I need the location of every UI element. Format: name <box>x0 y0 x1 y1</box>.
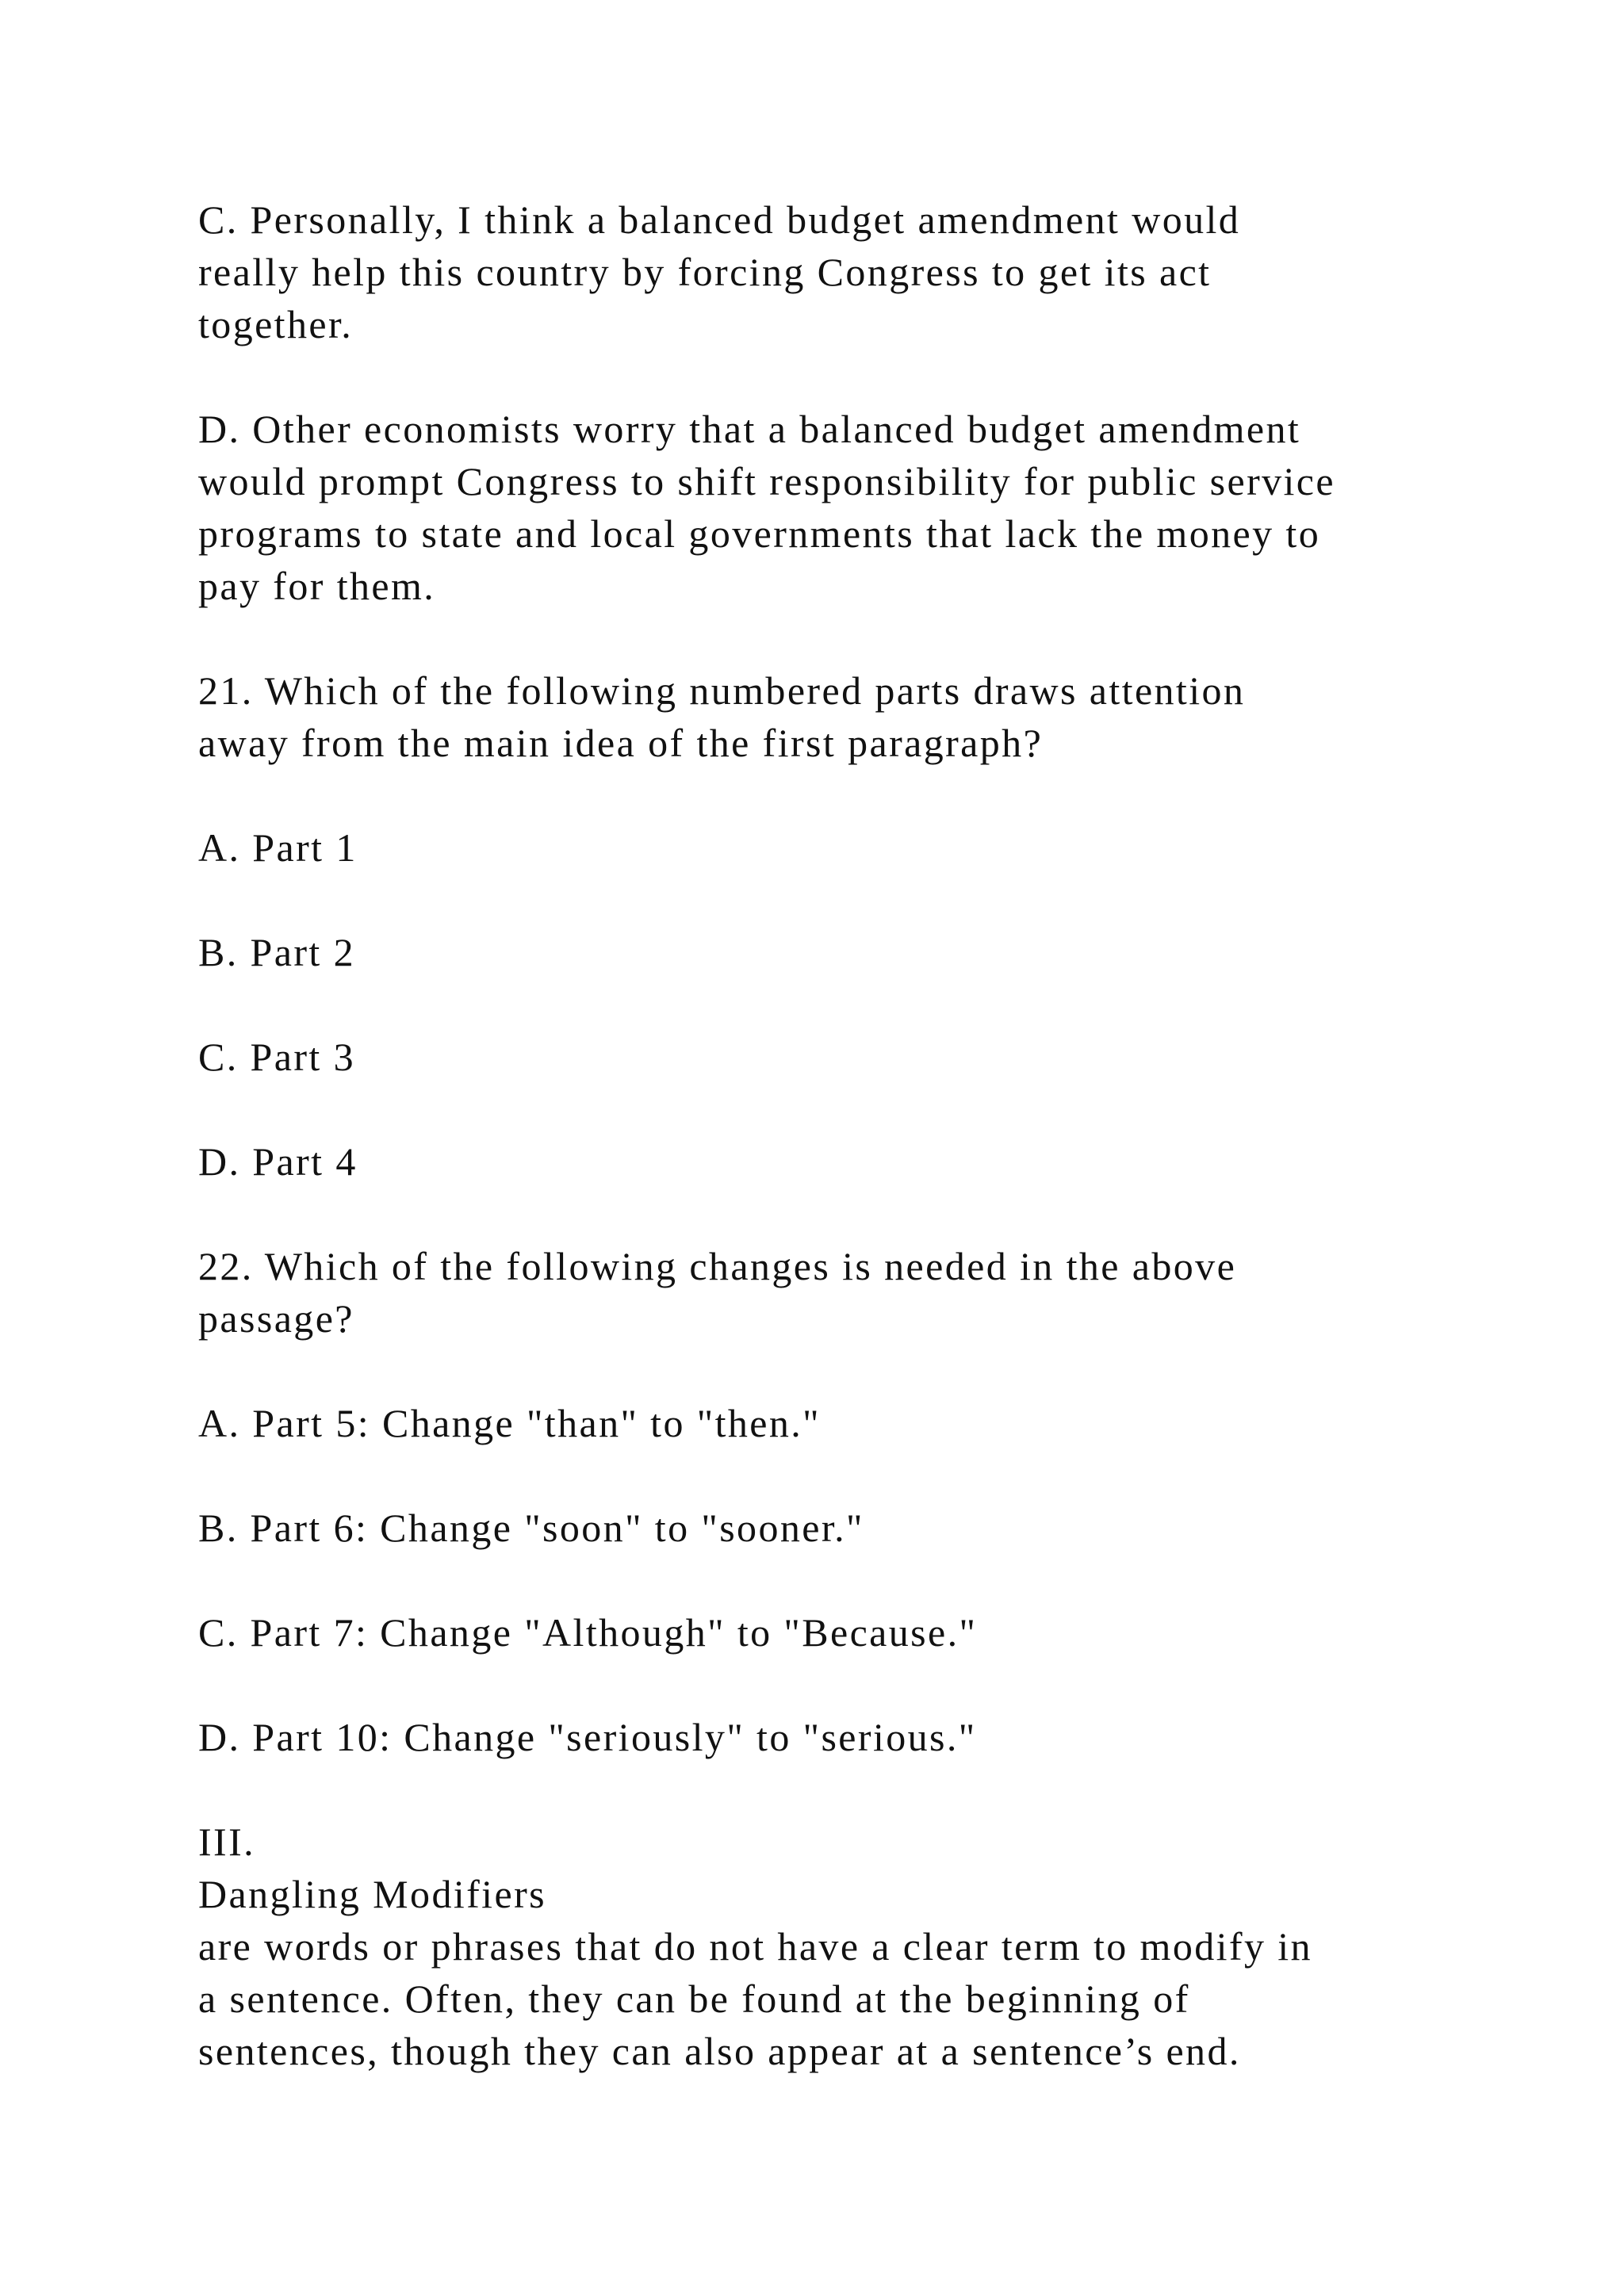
answer-option-c-passage <box>198 193 1507 350</box>
section-numeral: III. <box>198 1820 256 1864</box>
text-line: passage? <box>198 1296 354 1341</box>
text-line: are words or phrases that do not have a clear term to modify in <box>198 1924 1312 1969</box>
option-label: C. Part 3 <box>198 1035 355 1079</box>
option-label: A. Part 5: Change "than" to "then." <box>198 1401 821 1445</box>
option-label: C. Part 7: Change "Although" to "Because." <box>198 1610 978 1655</box>
document-body <box>198 193 1507 2077</box>
question-22-option <box>198 1397 1507 1449</box>
question-21-prompt <box>198 664 1507 769</box>
text-line: would prompt Congress to shift responsibility for public service <box>198 459 1335 503</box>
question-21-option <box>198 1135 1507 1188</box>
question-21-option <box>198 1031 1507 1083</box>
text-line: D. Other economists worry that a balanced budget amendment <box>198 407 1301 451</box>
text-line: together. <box>198 302 354 346</box>
text-line: sentences, though they can also appear at a sentence’s end. <box>198 2029 1241 2073</box>
question-22-option <box>198 1606 1507 1659</box>
text-line: programs to state and local governments that lack the money to <box>198 511 1321 556</box>
option-label: B. Part 2 <box>198 930 355 974</box>
section-heading: Dangling Modifiers <box>198 1872 546 1916</box>
text-line: 22. Which of the following changes is needed in the above <box>198 1244 1237 1288</box>
text-line: a sentence. Often, they can be found at the beginning of <box>198 1976 1190 2021</box>
option-label: D. Part 4 <box>198 1139 358 1184</box>
text-line: C. Personally, I think a balanced budget amendment would <box>198 197 1241 242</box>
question-21-option <box>198 926 1507 978</box>
section-dangling-modifiers <box>198 1816 1507 2077</box>
text-line: 21. Which of the following numbered parts draws attention <box>198 668 1246 713</box>
question-22-prompt <box>198 1240 1507 1345</box>
text-line: pay for them. <box>198 564 436 608</box>
question-22-option <box>198 1502 1507 1554</box>
option-label: A. Part 1 <box>198 825 358 870</box>
option-label: B. Part 6: Change "soon" to "sooner." <box>198 1506 864 1550</box>
question-21-option <box>198 821 1507 874</box>
text-line: really help this country by forcing Congress to get its act <box>198 250 1212 294</box>
question-22-option <box>198 1711 1507 1763</box>
option-label: D. Part 10: Change "seriously" to "serious." <box>198 1715 977 1759</box>
text-line: away from the main idea of the first paragraph? <box>198 721 1044 765</box>
answer-option-d-passage <box>198 403 1507 612</box>
